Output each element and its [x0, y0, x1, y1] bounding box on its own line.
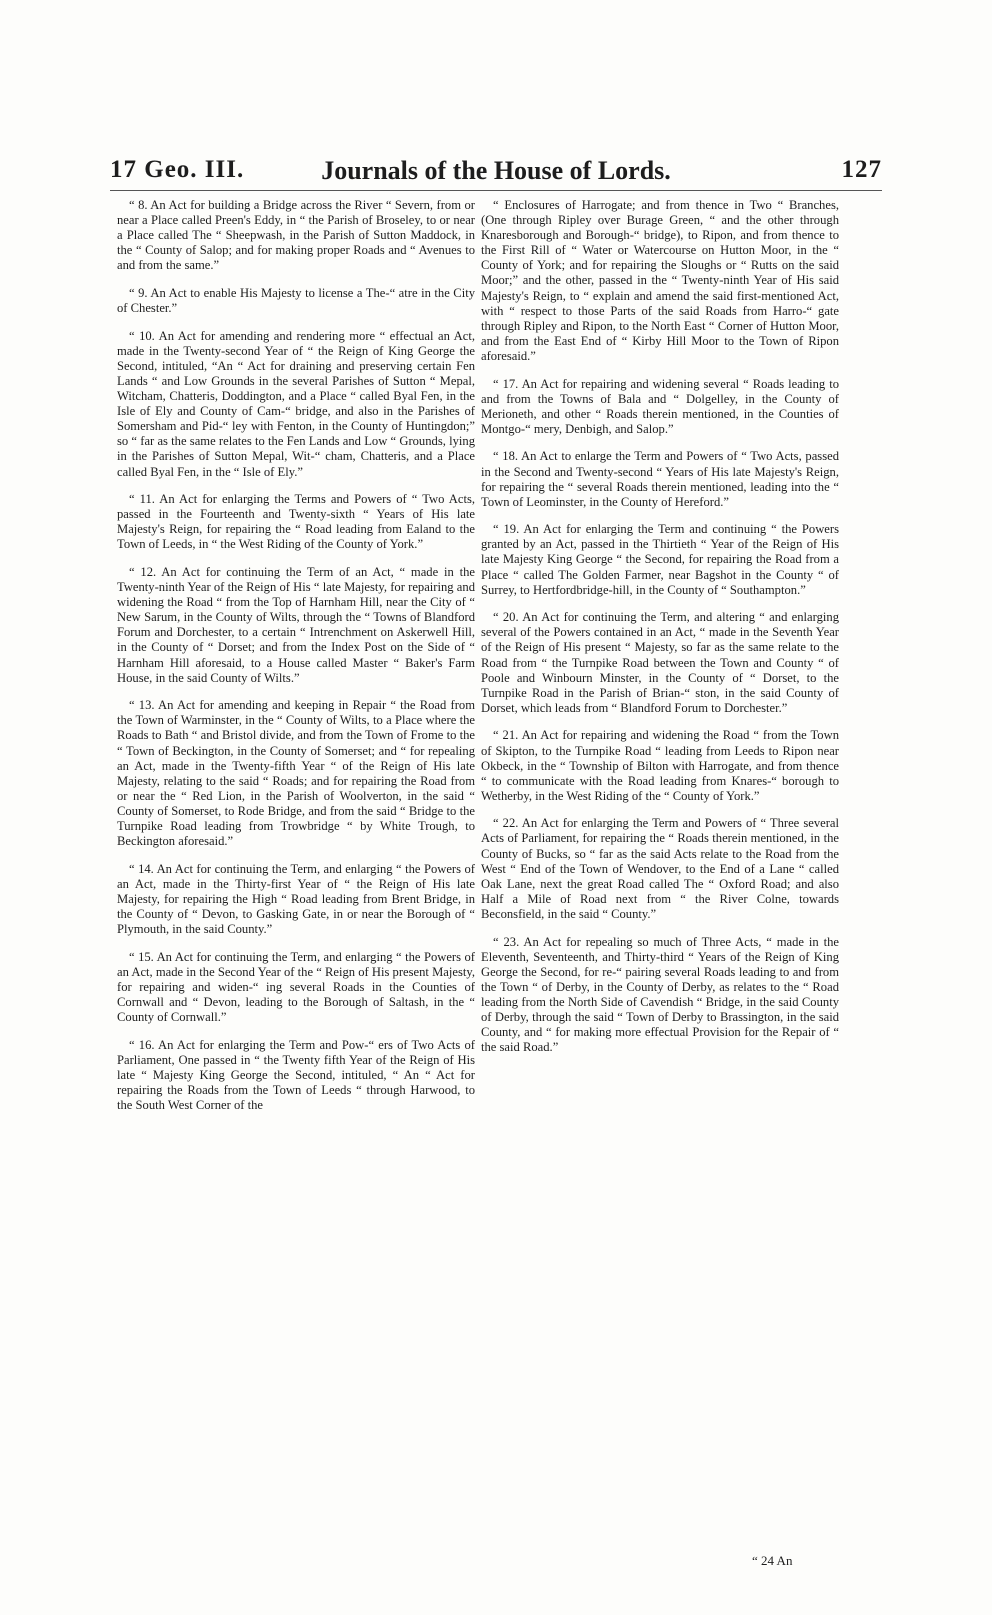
act-paragraph: “ 19. An Act for enlarging the Term and continuing “ the Powers granted by an Act, passed in the Thirtieth “ Year of the Reign of His late Majesty King George “ the Second, for repairing the Road from a Place “ called The Golden Farmer, near Bagshot in the County “ of Surrey, to Hertfordbridge-hill, in the County of “ Southampton.” — [481, 522, 839, 597]
right-column — [481, 198, 839, 1068]
act-paragraph: “ 13. An Act for amending and keeping in Repair “ the Road from the Town of Warminster, in the “ County of Wilts, to a Place where the Roads to Bath “ and Bristol divide, and from the Town of Frome to the “ Town of Beckington, in the County of Somerset; and “ for repealing an Act, made in the Twenty-fifth Year “ of the Reign of His late Majesty, relating to the said “ Roads; and for repairing the Road from or near the “ Red Lion, in the Parish of Woolverton, in the said “ County of Somerset, to Rode Bridge, and from the said “ Bridge to the Turnpike Road leading from Trowbridge “ by White Trough, to Beckington aforesaid.” — [117, 698, 475, 849]
catchword: “ 24 An — [752, 1553, 793, 1568]
page-header — [110, 156, 882, 191]
act-paragraph: “ 21. An Act for repairing and widening the Road “ from the Town of Skipton, to the Turnpike Road “ leading from Leeds to Ripon near Okbeck, in the “ Township of Bilton with Harrogate, and from thence “ to communicate with the Road leading from Knares-“ borough to Wetherby, in the West Riding of the “ County of York.” — [481, 728, 839, 803]
act-paragraph: “ 18. An Act to enlarge the Term and Powers of “ Two Acts, passed in the Second and Twenty-second “ Years of His late Majesty's Reign, for repairing the “ several Roads therein mentioned, leading into the “ Town of Leominster, in the County of Hereford.” — [481, 449, 839, 509]
act-paragraph: “ 23. An Act for repealing so much of Three Acts, “ made in the Eleventh, Seventeenth, and Thirty-third “ Years of the Reign of King George the Second, for re-“ pairing several Roads leading to and from the Town “ of Derby, in the County of Derby, as relates to the “ Road leading from the North Side of Cavendish “ Bridge, in the said County of Derby, through the said “ Town of Derby to Brassington, in the said County, and “ for making more effectual Provision for the Repair of “ the said Road.” — [481, 934, 839, 1055]
act-paragraph: “ 9. An Act to enable His Majesty to license a The-“ atre in the City of Chester.” — [117, 285, 475, 316]
act-paragraph: “ 16. An Act for enlarging the Term and Pow-“ ers of Two Acts of Parliament, One passed in “ the Twenty fifth Year of the Reign of His late “ Majesty King George the Second, intituled, “ An “ Act for repairing the Roads from the Town of Leeds “ through Harwood, to the South West Corner of the — [117, 1037, 475, 1112]
act-paragraph: “ 22. An Act for enlarging the Term and Powers of “ Three several Acts of Parliament, for repairing the “ Roads therein mentioned, in the County of Bucks, so “ far as the said Acts relate to the Road from the West “ End of the Town of Wendover, to the End of a Lane “ called Oak Lane, next the great Road called The “ Oxford Road; and also Half a Mile of Road next from “ the River Colne, towards Beconsfield, in the said “ County.” — [481, 816, 839, 921]
act-paragraph: “ 15. An Act for continuing the Term, and enlarging “ the Powers of an Act, made in the Second Year of the “ Reign of His present Majesty, for repairing and widen-“ ing several Roads in the Counties of Cornwall and “ Devon, leading to the Borough of Saltash, in the “ County of Cornwall.” — [117, 949, 475, 1024]
act-paragraph: “ 8. An Act for building a Bridge across the River “ Severn, from or near a Place called Preen's Eddy, in “ the Parish of Broseley, to or near a Place called The “ Sheepwash, in the Parish of Sutton Maddock, in the “ County of Salop; and for making proper Roads and “ Avenues to and from the same.” — [117, 198, 475, 273]
journal-title: Journals of the House of Lords. — [321, 156, 671, 185]
left-column — [117, 198, 475, 1126]
act-paragraph: “ 17. An Act for repairing and widening several “ Roads leading to and from the Towns of Bala and “ Dolgelley, in the County of Merioneth, and other “ Roads therein mentioned, in the Counties of Montgo-“ mery, Denbigh, and Salop.” — [481, 376, 839, 436]
regnal-year: 17 Geo. III. — [110, 156, 245, 183]
act-paragraph: “ Enclosures of Harrogate; and from thence in Two “ Branches, (One through Ripley over Burage Green, “ and the other through Knaresborough and Borough-“ bridge), to Ripon, and from thence to the First Rill of “ Water or Watercourse on Hutton Moor, in the “ County of York; and for repairing the Sloughs or “ Rutts on the said Moor;” and the other, passed in the “ Twenty-ninth Year of His said Majesty's Reign, to “ explain and amend the said first-mentioned Act, with “ respect to those Parts of the said Roads from Harro-“ gate through Ripley and Ripon, to the North East “ Corner of Hutton Moor, and from the East End of “ Kirby Hill Moor to the Town of Ripon aforesaid.” — [481, 198, 839, 363]
act-paragraph: “ 14. An Act for continuing the Term, and enlarging “ the Powers of an Act, made in the Thirty-first Year of “ the Reign of His late Majesty, for repairing the High “ Road leading from Brent Bridge, in the County of “ Devon, to Gasking Gate, in or near the Borough of “ Plymouth, in the said County.” — [117, 861, 475, 937]
act-paragraph: “ 20. An Act for continuing the Term, and altering “ and enlarging several of the Powers contained in an Act, “ made in the Seventh Year of the Reign of His present “ Majesty, so far as the same relate to the Road from “ the Turnpike Road between the Town and County “ of Poole and Winbourn Minster, in the County of “ Dorset, to the Turnpike Road in the Parish of Brian-“ ston, in the said County of Dorset, which leads from “ Blandford Forum to Dorchester.” — [481, 610, 839, 715]
act-paragraph: “ 10. An Act for amending and rendering more “ effectual an Act, made in the Twenty-second Year of “ the Reign of King George the Second, intituled, “An “ Act for draining and preserving certain Fen Lands “ and Low Grounds in the several Parishes of Sutton “ Mepal, Witcham, Chatteris, Doddington, and a Place “ called Byal Fen, in the Isle of Ely and County of Cam-“ bridge, and also in the Parishes of Somersham and Pid-“ ley with Fenton, in the County of Huntingdon;” so “ far as the same relates to the Fen Lands and Low “ Grounds, lying in the Parishes of Sutton Mepal, Wit-“ cham, Chatteris, and a Place called Byal Fen, in the “ Isle of Ely.” — [117, 328, 475, 479]
act-paragraph: “ 11. An Act for enlarging the Terms and Powers of “ Two Acts, passed in the Fourteenth and Twenty-sixth “ Years of His late Majesty's Reign, for repairing the “ Road leading from Ealand to the Town of Leeds, in “ the West Riding of the County of York.” — [117, 492, 475, 552]
page-number: 127 — [841, 156, 882, 183]
act-paragraph: “ 12. An Act for continuing the Term of an Act, “ made in the Twenty-ninth Year of the Reign of His “ late Majesty, for repairing and widening the Road “ from the Top of Harnham Hill, near the City of “ New Sarum, in the County of Wilts, through the “ Towns of Blandford Forum and Dorchester, to a certain “ Intrenchment on Askerwell Hill, in the County of “ Dorset; and from the Index Post on the Side of “ Harnham Hill aforesaid, to a House called Master “ Baker's Farm House, in the said County of Wilts.” — [117, 564, 475, 685]
